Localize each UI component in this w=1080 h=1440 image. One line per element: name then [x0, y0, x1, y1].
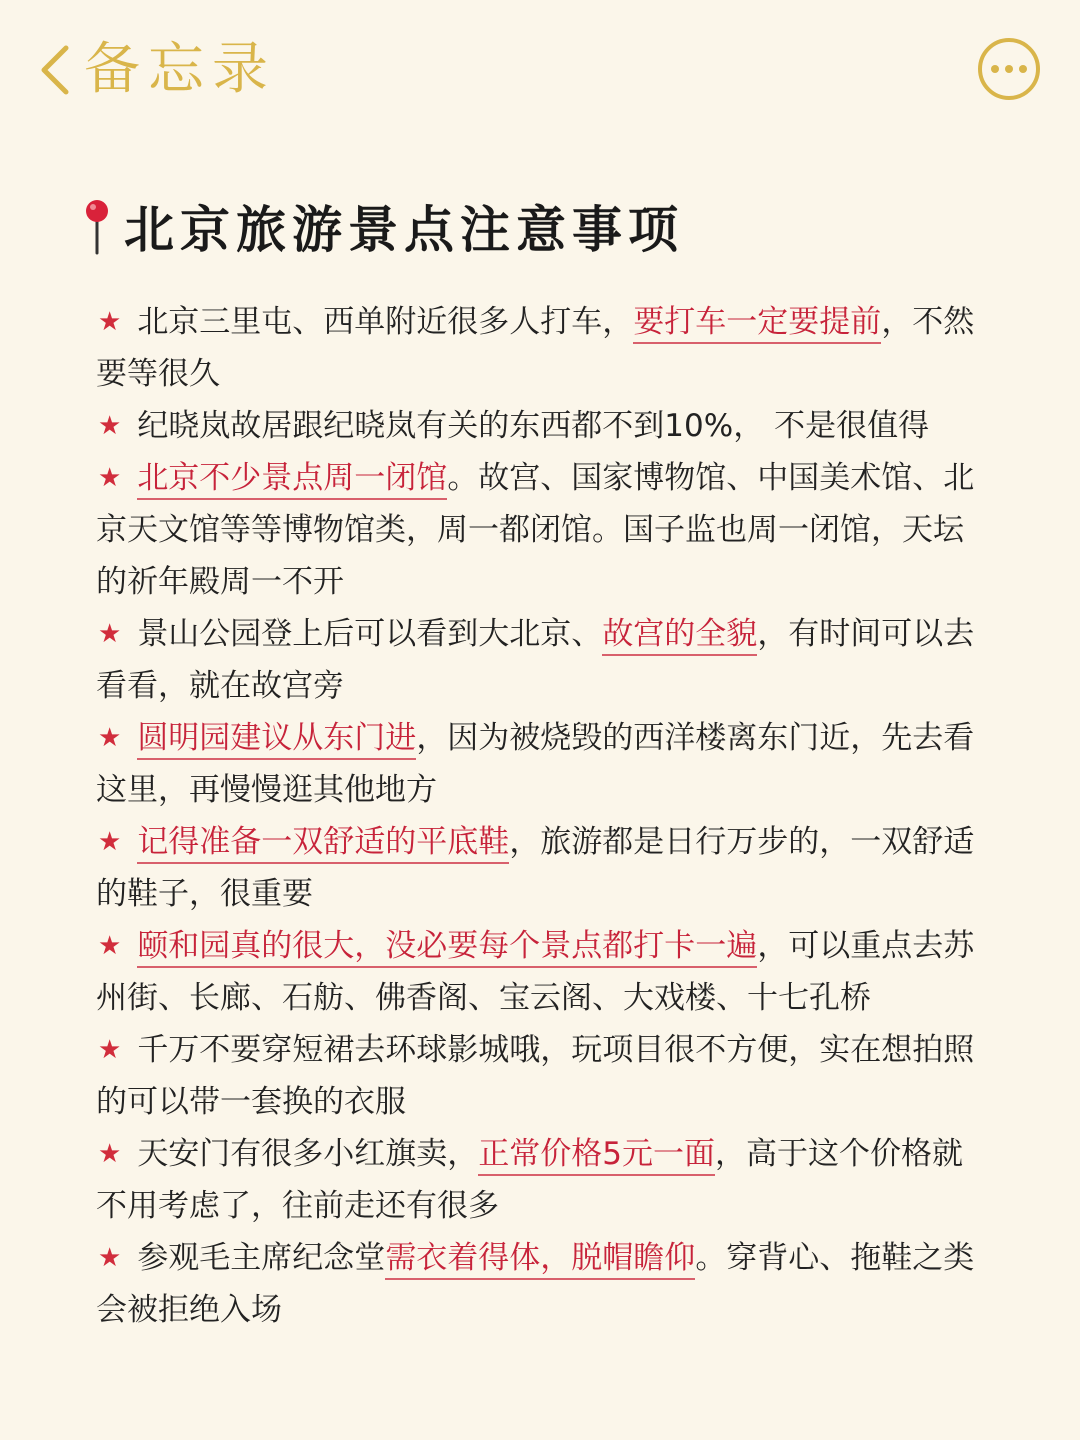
note-item-text: ，高于这个价格就不用考虑了，往前走还有很多 [96, 1136, 964, 1224]
star-icon: ★ [98, 931, 122, 961]
note-item [96, 816, 976, 920]
note-item-text: 。故宫、国家博物馆、中国美术馆、北京天文馆等等博物馆类，周一都闭馆。国子监也周一闭馆，天坛的祈年殿周一不开 [96, 460, 975, 600]
note-body [96, 296, 976, 1336]
star-icon: ★ [98, 1035, 122, 1065]
note-item-text: 纪晓岚故居跟纪晓岚有关的东西都不到10%， 不是很值得 [137, 408, 930, 444]
note-item-highlight: 记得准备一双舒适的平底鞋 [137, 824, 509, 864]
note-item-text: ，旅游都是日行万步的，一双舒适的鞋子，很重要 [96, 824, 975, 912]
note-item [96, 1024, 976, 1128]
star-icon: ★ [98, 411, 122, 441]
star-icon: ★ [98, 619, 122, 649]
star-icon: ★ [98, 463, 122, 493]
note-item [96, 920, 976, 1024]
note-item-highlight: 圆明园建议从东门进 [137, 720, 416, 760]
note-item-highlight: 要打车一定要提前 [633, 304, 881, 344]
note-item [96, 1128, 976, 1232]
note-item-highlight: 故宫的全貌 [602, 616, 757, 656]
star-icon: ★ [98, 1139, 122, 1169]
note-item [96, 1232, 976, 1336]
note-item-highlight: 正常价格5元一面 [478, 1136, 715, 1176]
more-horizontal-icon [991, 65, 1027, 73]
note-item-text: ，有时间可以去看看，就在故宫旁 [96, 616, 975, 704]
note-item-text: 参观毛主席纪念堂 [137, 1240, 386, 1276]
note-item-highlight: 需衣着得体，脱帽瞻仰 [385, 1240, 695, 1280]
star-icon: ★ [98, 1243, 122, 1273]
app-title: 备忘录 [84, 37, 276, 102]
note-item-text: 景山公园登上后可以看到大北京、 [137, 616, 603, 652]
note-item-text: 。穿背心、拖鞋之类会被拒绝入场 [96, 1240, 975, 1328]
chevron-left-icon [34, 40, 74, 100]
note-item [96, 400, 976, 452]
note-item-text: 天安门有很多小红旗卖， [137, 1136, 479, 1172]
note-item [96, 712, 976, 816]
note-item-text: ，因为被烧毁的西洋楼离东门近，先去看这里，再慢慢逛其他地方 [96, 720, 975, 808]
note-item-text: 千万不要穿短裙去环球影城哦，玩项目很不方便，实在想拍照的可以带一套换的衣服 [96, 1032, 975, 1120]
star-icon: ★ [98, 827, 122, 857]
note-item [96, 608, 976, 712]
note-heading [82, 186, 684, 266]
more-options-button[interactable] [978, 38, 1040, 100]
back-button[interactable] [34, 30, 276, 110]
star-icon: ★ [98, 723, 122, 753]
note-item [96, 452, 976, 608]
top-bar [0, 0, 1080, 140]
note-item [96, 296, 976, 400]
note-item-text: 北京三里屯、西单附近很多人打车， [137, 304, 634, 340]
note-item-text: ，可以重点去苏州街、长廊、石舫、佛香阁、宝云阁、大戏楼、十七孔桥 [96, 928, 975, 1016]
note-title: 北京旅游景点注意事项 [124, 201, 684, 259]
star-icon: ★ [98, 307, 122, 337]
note-item-text: ，不然要等很久 [96, 304, 975, 392]
note-item-highlight: 北京不少景点周一闭馆 [137, 460, 447, 500]
note-item-highlight: 颐和园真的很大，没必要每个景点都打卡一遍 [137, 928, 757, 968]
pushpin-icon [82, 197, 112, 255]
